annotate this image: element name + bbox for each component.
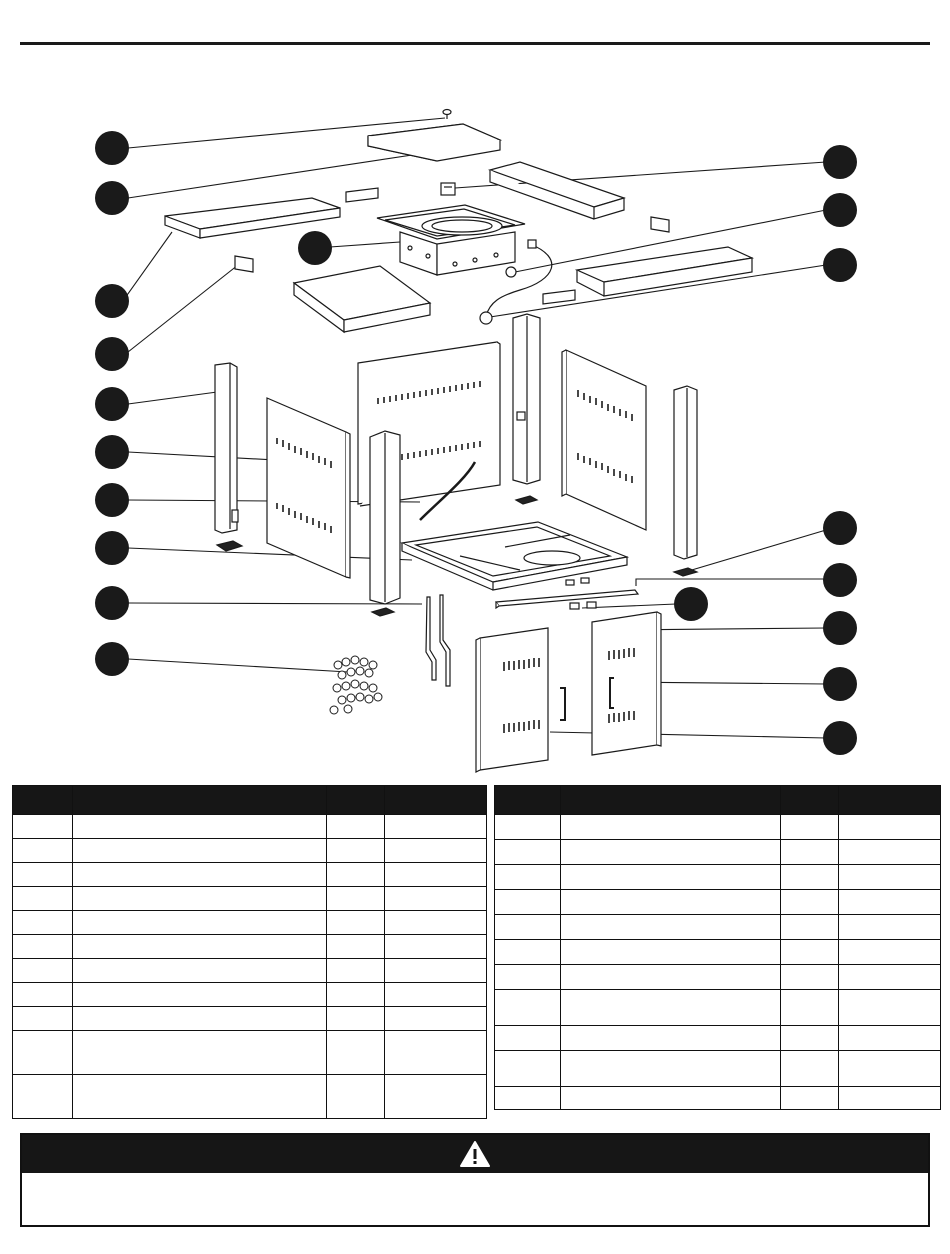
parts-list-table-left [12, 785, 487, 1119]
leader-line [128, 265, 238, 352]
part-side-shelf [294, 266, 430, 332]
leader-line [330, 242, 400, 247]
table-row [495, 915, 941, 940]
callout-marker [95, 131, 129, 165]
table-row [13, 1007, 487, 1031]
table-row [495, 1087, 941, 1110]
leader-line [128, 603, 422, 604]
table-row [13, 935, 487, 959]
callout-marker [95, 586, 129, 620]
part-bottom-frame [402, 522, 627, 590]
table-row [495, 815, 941, 840]
part-hinge-rods [426, 595, 450, 686]
part-door-left [476, 628, 565, 772]
callout-marker [823, 721, 857, 755]
callout-marker [95, 284, 129, 318]
table-header-row [13, 786, 487, 815]
callout-marker [823, 248, 857, 282]
table-row [13, 839, 487, 863]
callout-marker [823, 611, 857, 645]
callout-marker [298, 231, 332, 265]
part-leg [674, 386, 697, 559]
callout-marker [823, 563, 857, 597]
callout-marker [95, 531, 129, 565]
column-header [781, 786, 839, 815]
part-leg [370, 431, 400, 604]
table-row [495, 865, 941, 890]
part-door-right [592, 612, 661, 755]
column-header [73, 786, 327, 815]
leader-line [685, 530, 826, 572]
leader-line [128, 152, 432, 198]
table-row [495, 890, 941, 915]
callout-marker [95, 642, 129, 676]
part-leg [215, 363, 238, 533]
table-header-row [495, 786, 941, 815]
table-row [13, 911, 487, 935]
part-burner-bracket [441, 183, 455, 195]
table-row [13, 815, 487, 839]
callout-marker [95, 337, 129, 371]
callout-marker [823, 511, 857, 545]
callout-marker [823, 145, 857, 179]
table-row [13, 983, 487, 1007]
table-row [495, 1026, 941, 1051]
parts-list-table-right [494, 785, 941, 1110]
column-header [13, 786, 73, 815]
callout-marker [95, 387, 129, 421]
table-row [13, 887, 487, 911]
callout-marker [95, 483, 129, 517]
leader-line [125, 232, 172, 298]
part-hardware-pack [330, 656, 382, 714]
table-row [495, 990, 941, 1026]
callout-marker [95, 181, 129, 215]
warning-triangle-icon [459, 1140, 491, 1168]
column-header [385, 786, 487, 815]
table-row [495, 1051, 941, 1087]
warning-header [22, 1135, 928, 1173]
callout-marker [823, 667, 857, 701]
table-row [495, 940, 941, 965]
column-header [327, 786, 385, 815]
table-row [495, 965, 941, 990]
part-left-side-panel [267, 398, 350, 578]
table-row [13, 1031, 487, 1075]
part-leg [513, 314, 540, 484]
table-row [13, 959, 487, 983]
callout-marker [674, 587, 708, 621]
column-header [561, 786, 781, 815]
leader-line [636, 579, 826, 586]
table-row [13, 863, 487, 887]
table-row [13, 1075, 487, 1119]
part-right-side-panel [562, 350, 646, 530]
part-front-bar [496, 590, 638, 608]
callout-marker [823, 193, 857, 227]
part-burner-box [377, 205, 525, 275]
warning-box [20, 1133, 930, 1227]
part-right-rail [490, 162, 624, 219]
leader-line [128, 659, 348, 672]
table-row [495, 840, 941, 865]
part-lid [368, 124, 500, 161]
warning-text [22, 1173, 928, 1225]
callout-marker [95, 435, 129, 469]
column-header [495, 786, 561, 815]
column-header [839, 786, 941, 815]
